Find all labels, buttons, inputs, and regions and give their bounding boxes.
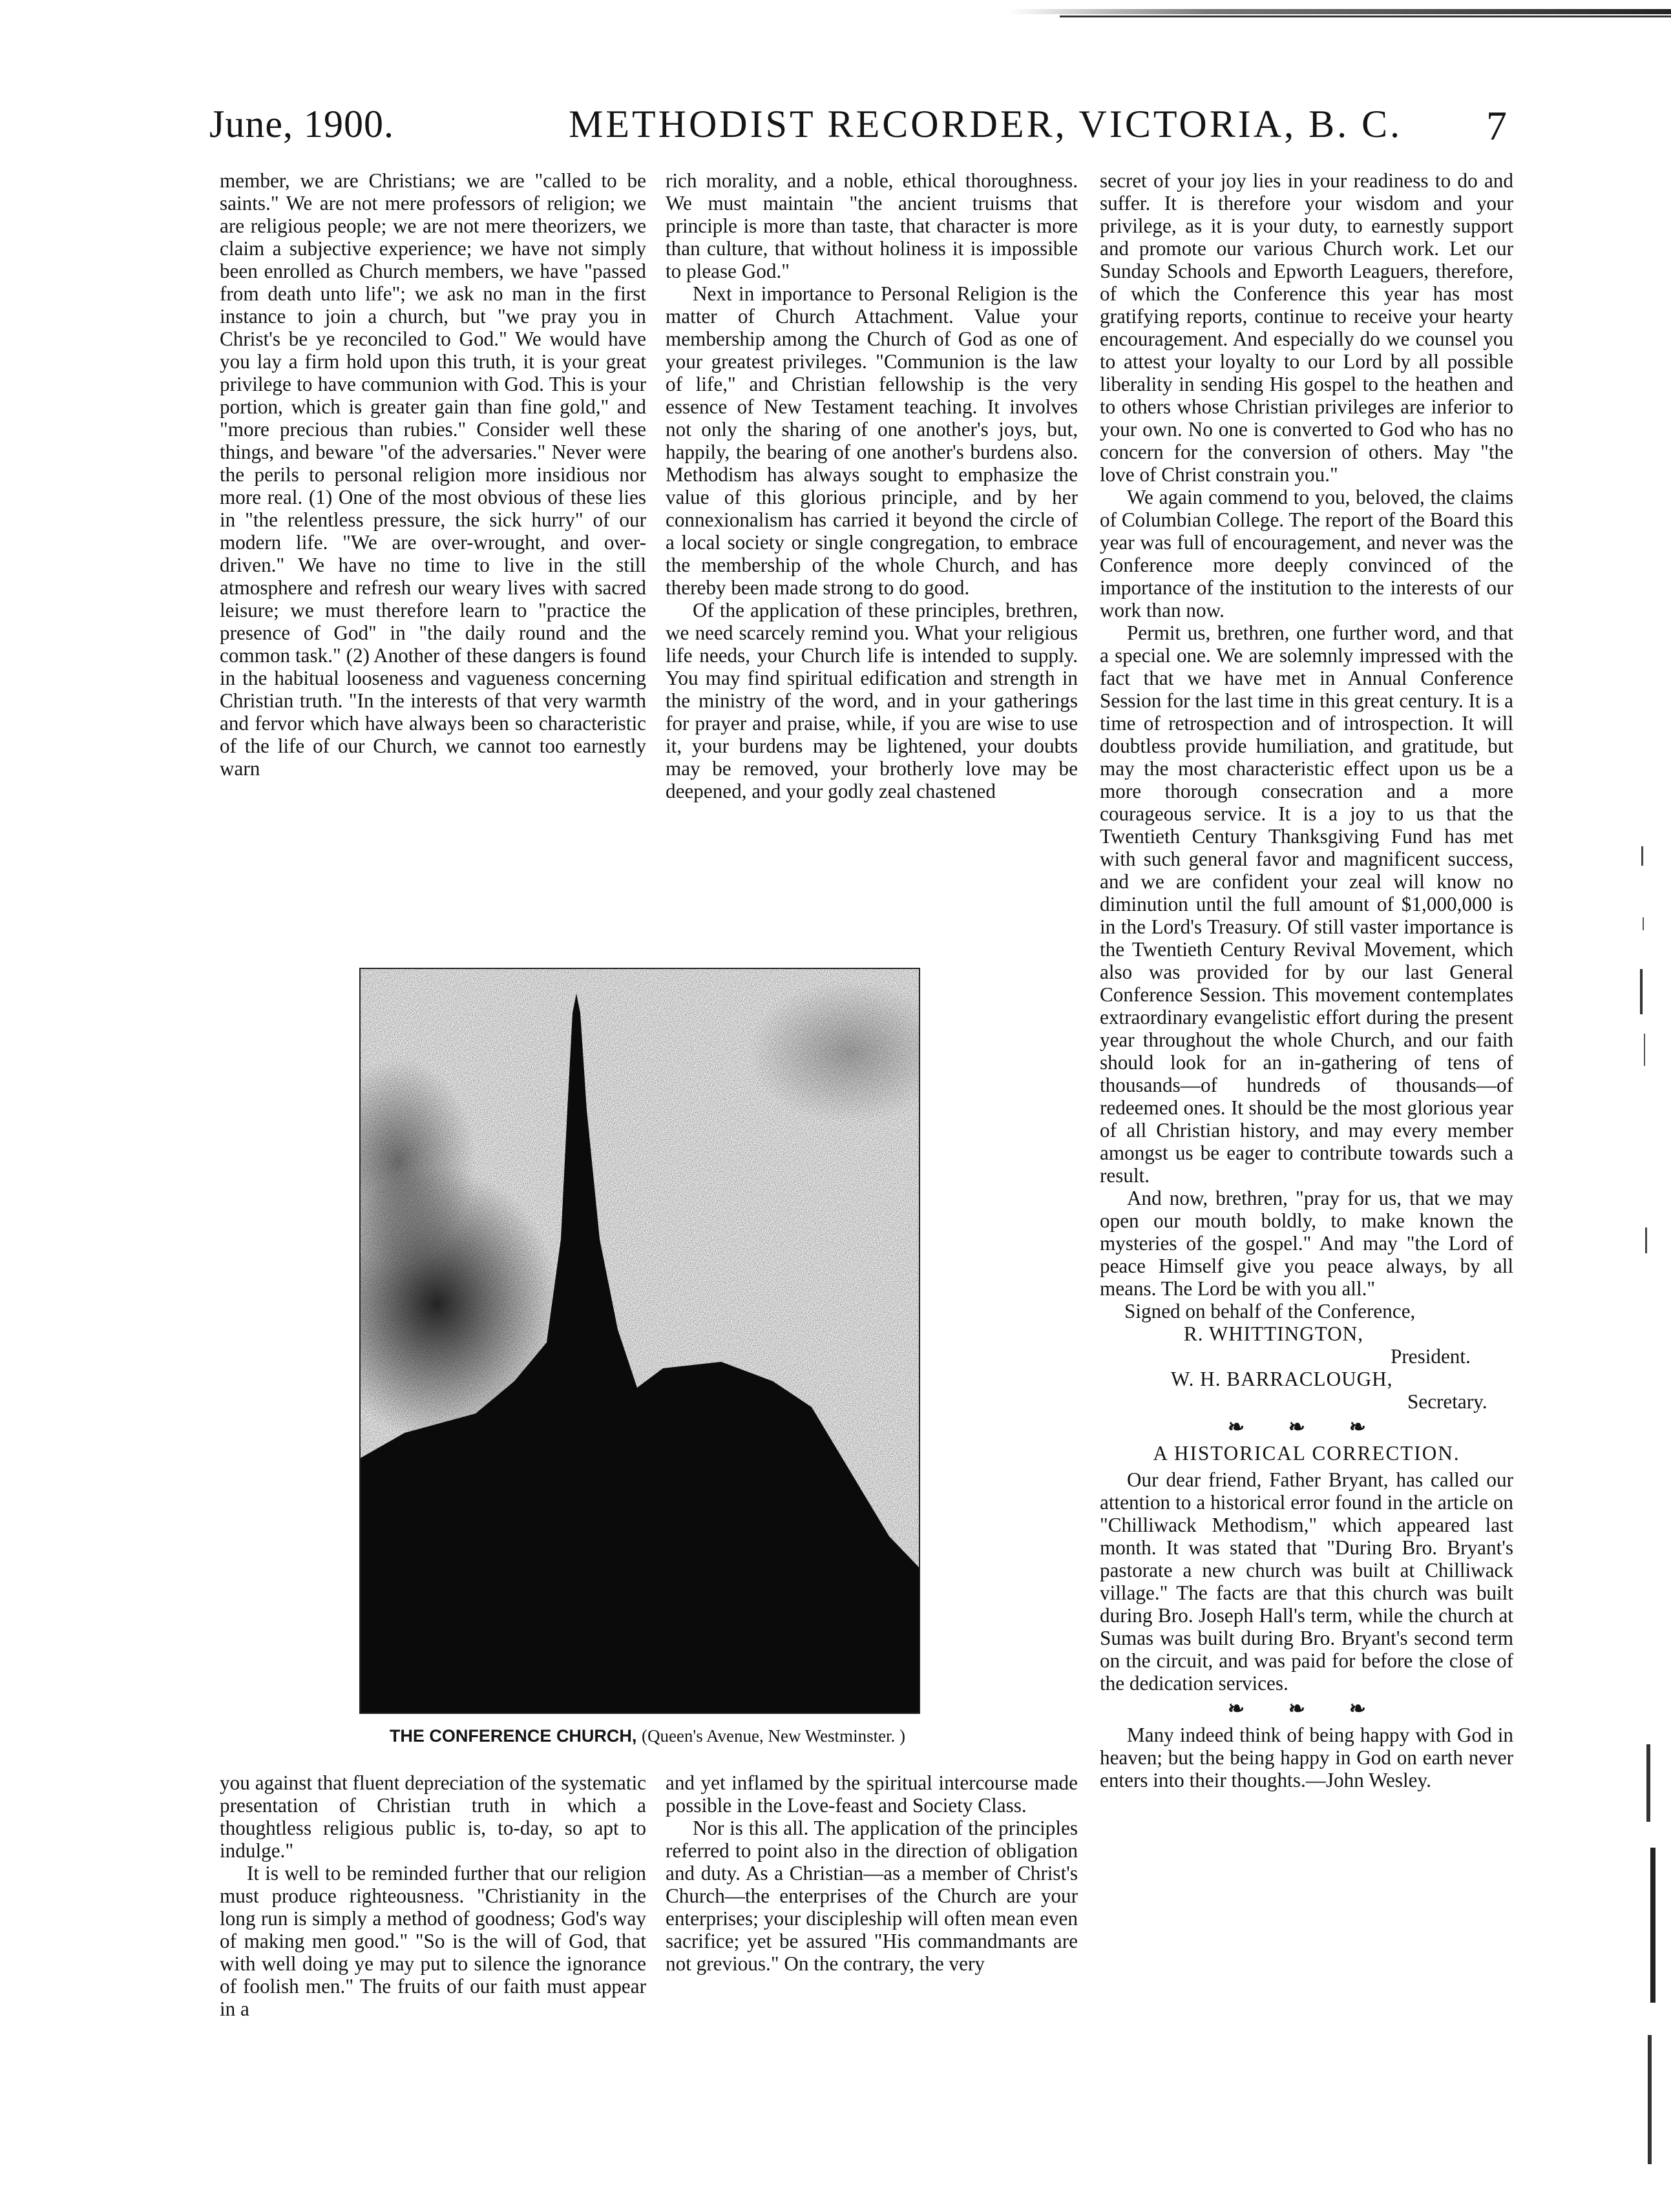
paragraph: and yet inflamed by the spiritual intercourse made possible in the Love-feast and Society Class. (666, 1771, 1078, 1817)
paragraph: rich morality, and a noble, ethical thoroughness. We must maintain "the ancient truisms that principle is more than taste, that character is more than culture, that without holiness it is impossible to please God." (666, 169, 1078, 282)
issue-date: June, 1900. (209, 103, 394, 145)
ornament-divider: ❧ ❧ ❧ (1228, 1415, 1385, 1438)
paragraph: you against that fluent depreciation of the systematic presentation of Christian truth in which a thoughtless religious public is, to-day, so apt to indulge." (220, 1771, 646, 1862)
top-edge-rule (1008, 9, 1671, 14)
caption-title: THE CONFERENCE CHURCH, (389, 1726, 637, 1746)
publication-title: METHODIST RECORDER, VICTORIA, B. C. (569, 103, 1403, 145)
column-1-bottom (220, 1771, 646, 2020)
top-edge-rule-thin (1060, 16, 1671, 17)
page-header (0, 102, 1671, 160)
church-photo (359, 968, 920, 1714)
paragraph: secret of your joy lies in your readiness to do and suffer. It is therefore your wisdom and your privilege, as it is your duty, to earnestly support and promote our various Church work. Let our Sunday Schools and Epworth Leaguers, therefore, of which the Conference this year has most gratifying reports, continue to receive your hearty encouragement. And especially do we counsel you to attest your loyalty to our Lord by all possible liberality in sending His gospel to the heathen and to others whose Christian privileges are inferior to your own. No one is converted to God who has no concern for the conversion of others. May "the love of Christ constrain you." (1100, 169, 1513, 486)
caption-location: (Queen's Avenue, New Westminster. ) (641, 1726, 906, 1746)
column-3 (1100, 169, 1513, 1791)
quote-paragraph: Many indeed think of being happy with God in heaven; but the being happy in God on earth never enters into their thoughts.—John Wesley. (1100, 1724, 1513, 1791)
paragraph: Of the application of these principles, brethren, we need scarcely remind you. What your religious life needs, your Church life is intended to supply. You may find spiritual edification and strength in the ministry of the word, and in your gatherings for prayer and praise, while, if you are wise to use it, your burdens may be lightened, your doubts may be removed, your brotherly love may be deepened, and your godly zeal chastened (666, 599, 1078, 802)
secretary-title: Secretary. (1407, 1390, 1487, 1413)
page-number: 7 (1486, 103, 1508, 149)
secretary-name: W. H. BARRACLOUGH, (1171, 1368, 1393, 1390)
paragraph: Next in importance to Personal Religion is the matter of Church Attachment. Value your membership among the Church of God as one of your greatest privileges. "Communion is the law of life," and Christian fellowship is the very essence of New Testament teaching. It involves not only the sharing of one another's joys, but, happily, the bearing of one another's burdens also. Methodism has always sought to emphasize the value of this glorious principle, and by her connexionalism has carried it beyond the circle of a local society or single congregation, to embrace the membership of the whole Church, and has thereby been made strong to do good. (666, 282, 1078, 599)
margin-bleed-marks (1628, 840, 1671, 2196)
paragraph: We again commend to you, beloved, the claims of Columbian College. The report of the Board this year was full of encouragement, and never was the Conference more deeply convinced of the importance of the institution to the interests of our work than now. (1100, 486, 1513, 621)
photo-caption (357, 1726, 938, 1746)
paragraph: It is well to be reminded further that our religion must produce righteousness. "Christianity in the long run is simply a method of goodness; God's way of making men good." "So is the will of God, that with well doing ye may put to silence the ignorance of foolish men." The fruits of our faith must appear in a (220, 1862, 646, 2020)
ornament-divider: ❧ ❧ ❧ (1228, 1697, 1385, 1720)
section-heading: A HISTORICAL CORRECTION. (1153, 1442, 1460, 1465)
paragraph: member, we are Christians; we are "called to be saints." We are not mere professors of religion; we are religious people; we are not mere theorizers, we claim a subjective experience; we have not simply been enrolled as Church members, we have "passed from death unto life"; we ask no man in the first instance to join a church, but "we pray you in Christ's be ye reconciled to God." We would have you lay a firm hold upon this truth, it is your great privilege to have communion with God. This is your portion, which is greater gain than fine gold," and "more precious than rubies." Consider well these things, and beware "of the adversaries." Never were the perils to personal religion more insidious nor more real. (1) One of the most obvious of these lies in "the relentless pressure, the sick hurry" of our modern life. "We are over-wrought, and over-driven." We have no time to live in the still atmosphere and refresh our weary lives with sacred leisure; we must therefore learn to "practice the presence of God" in "the daily round and the common task." (2) Another of these dangers is found in the habitual looseness and vagueness concerning Christian truth. "In the interests of that very warmth and fervor which have always been so characteristic of the life of our Church, we cannot too earnestly warn (220, 169, 646, 780)
president-name: R. WHITTINGTON, (1184, 1322, 1364, 1345)
column-2-bottom (666, 1771, 1078, 1975)
paragraph: Nor is this all. The application of the principles referred to point also in the direction of obligation and duty. As a Christian—as a member of Christ's Church—the enterprises of the Church are your enterprises; your discipleship will often mean even sacrifice; yet be assured "His commandmants are not grevious." On the contrary, the very (666, 1817, 1078, 1975)
column-1-top (220, 169, 646, 780)
paragraph: Our dear friend, Father Bryant, has called our attention to a historical error found in the article on "Chilliwack Methodism," which appeared last month. It was stated that "During Bro. Bryant's pastorate a new church was built at Chilliwack village." The facts are that this church was built during Bro. Joseph Hall's term, while the church at Sumas was built during Bro. Bryant's second term on the circuit, and was paid for before the close of the dedication services. (1100, 1468, 1513, 1695)
signature-line: Signed on behalf of the Conference, (1124, 1300, 1416, 1322)
paragraph: Permit us, brethren, one further word, and that a special one. We are solemnly impressed with the fact that we have met in Annual Conference Session for the last time in this great century. It is a time of retrospection and of introspection. It will doubtless provide humiliation, and gratitude, but may the most characteristic effect upon us be a more thorough consecration and a more courageous service. It is a joy to us that the Twentieth Century Thanksgiving Fund has met with such general favor and magnificent success, and we are confident your zeal will know no diminution until the full amount of $1,000,000 is in the Lord's Treasury. Of still vaster importance is the Twentieth Century Revival Movement, which also was provided for by our last General Conference Session. This movement contemplates extraordinary evangelistic effort during the present year throughout the whole Church, and our faith should look for an in-gathering of tens of thousands—of hundreds of thousands—of redeemed ones. It should be the most glorious year of all Christian history, and may every member amongst us be eager to contribute towards such a result. (1100, 621, 1513, 1187)
president-title: President. (1391, 1345, 1471, 1368)
paragraph: And now, brethren, "pray for us, that we may open our mouth boldly, to make known the mysteries of the gospel." And may "the Lord of peace Himself give you peace always, by all means. The Lord be with you all." (1100, 1187, 1513, 1300)
column-2-top (666, 169, 1078, 802)
